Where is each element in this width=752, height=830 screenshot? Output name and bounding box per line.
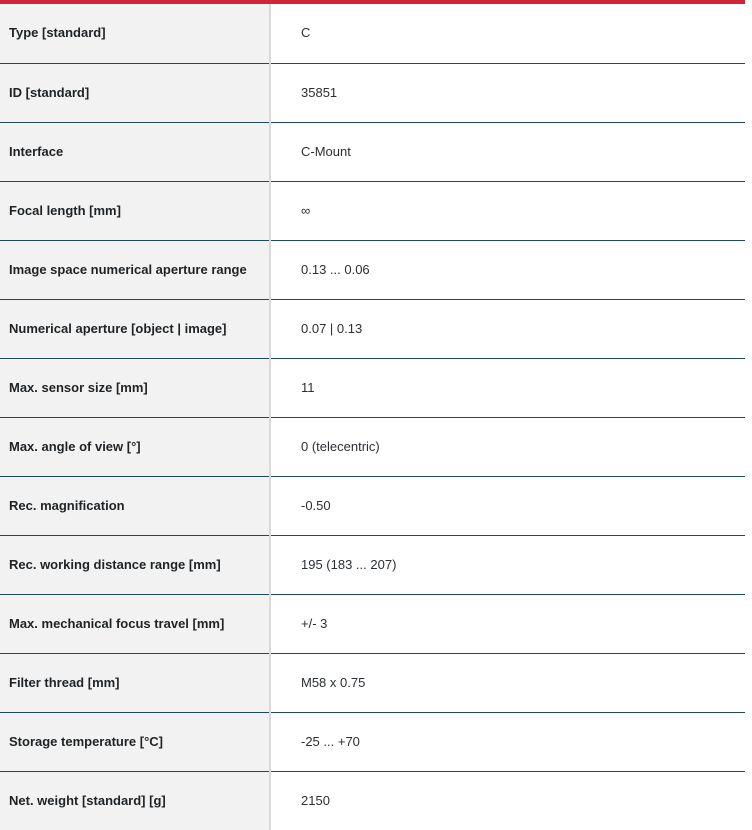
spec-label: ID [standard] bbox=[0, 63, 270, 122]
spec-label: Type [standard] bbox=[0, 4, 270, 63]
spec-table-body bbox=[0, 4, 745, 830]
spec-label: Net. weight [standard] [g] bbox=[0, 771, 270, 830]
table-row bbox=[0, 653, 745, 712]
spec-label: Image space numerical aperture range bbox=[0, 240, 270, 299]
spec-value: 11 bbox=[270, 358, 745, 417]
spec-label: Filter thread [mm] bbox=[0, 653, 270, 712]
spec-value: 0 (telecentric) bbox=[270, 417, 745, 476]
spec-label: Numerical aperture [object | image] bbox=[0, 299, 270, 358]
spec-value: 195 (183 ... 207) bbox=[270, 535, 745, 594]
table-row bbox=[0, 476, 745, 535]
spec-value: -0.50 bbox=[270, 476, 745, 535]
spec-label: Rec. working distance range [mm] bbox=[0, 535, 270, 594]
spec-label: Max. angle of view [°] bbox=[0, 417, 270, 476]
spec-label: Rec. magnification bbox=[0, 476, 270, 535]
table-row bbox=[0, 63, 745, 122]
spec-label: Storage temperature [°C] bbox=[0, 712, 270, 771]
spec-value: 2150 bbox=[270, 771, 745, 830]
table-row bbox=[0, 358, 745, 417]
spec-value: 0.13 ... 0.06 bbox=[270, 240, 745, 299]
spec-table bbox=[0, 4, 745, 830]
table-row bbox=[0, 712, 745, 771]
spec-value: +/- 3 bbox=[270, 594, 745, 653]
spec-value: -25 ... +70 bbox=[270, 712, 745, 771]
spec-label: Interface bbox=[0, 122, 270, 181]
table-row bbox=[0, 299, 745, 358]
table-row bbox=[0, 4, 745, 63]
spec-value: M58 x 0.75 bbox=[270, 653, 745, 712]
table-row bbox=[0, 594, 745, 653]
spec-value: 0.07 | 0.13 bbox=[270, 299, 745, 358]
spec-label: Focal length [mm] bbox=[0, 181, 270, 240]
spec-label: Max. sensor size [mm] bbox=[0, 358, 270, 417]
table-row bbox=[0, 181, 745, 240]
spec-value: C bbox=[270, 4, 745, 63]
table-row bbox=[0, 122, 745, 181]
table-row bbox=[0, 771, 745, 830]
spec-value: 35851 bbox=[270, 63, 745, 122]
spec-value: ∞ bbox=[270, 181, 745, 240]
table-row bbox=[0, 240, 745, 299]
table-row bbox=[0, 535, 745, 594]
spec-value: C-Mount bbox=[270, 122, 745, 181]
spec-label: Max. mechanical focus travel [mm] bbox=[0, 594, 270, 653]
table-row bbox=[0, 417, 745, 476]
